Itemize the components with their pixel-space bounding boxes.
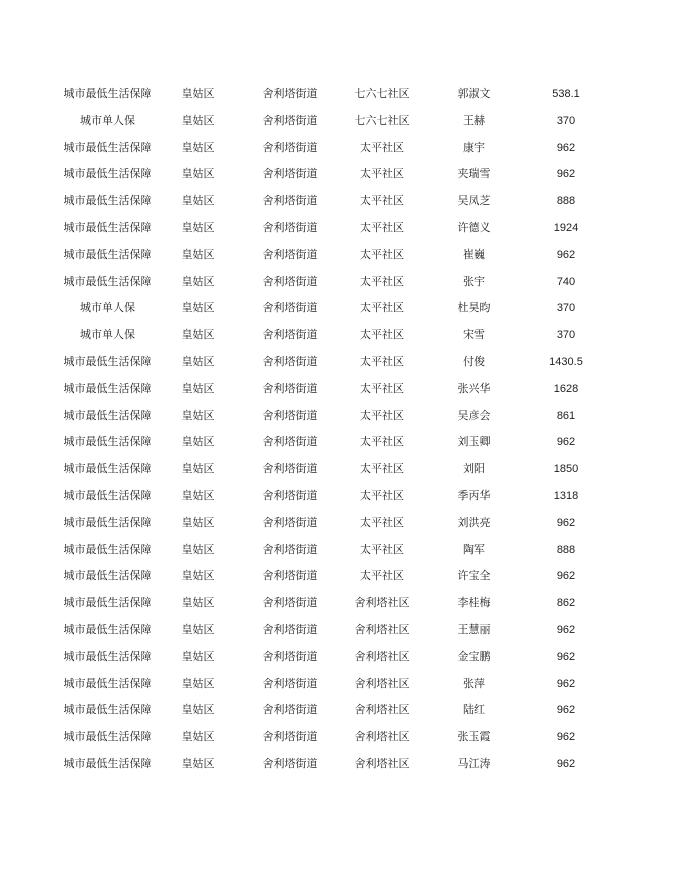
community-cell: 太平社区: [360, 542, 404, 556]
amount-cell: 962: [556, 731, 576, 744]
subdistrict-cell: 舍利塔街道: [262, 247, 318, 261]
recipient-name-cell: 崔巍: [463, 247, 485, 261]
assistance-type-cell: 城市最低生活保障: [63, 596, 152, 610]
subdistrict-cell: 舍利塔街道: [262, 462, 318, 476]
amount-cell: 1628: [553, 382, 579, 395]
table-row: [50, 164, 630, 191]
table-row: [50, 700, 630, 727]
recipient-name-cell: 金宝鹏: [457, 649, 491, 663]
subdistrict-cell: 舍利塔街道: [262, 381, 318, 395]
table-row: [50, 138, 630, 165]
subdistrict-cell: 舍利塔街道: [262, 488, 318, 502]
district-cell: 皇姑区: [181, 301, 215, 315]
amount-cell: 962: [556, 436, 576, 449]
recipient-name-cell: 杜昊昀: [457, 301, 491, 315]
amount-cell: 962: [556, 570, 576, 583]
amount-cell: 862: [556, 597, 576, 610]
table-row: [50, 647, 630, 674]
recipient-name-cell: 许宝全: [457, 569, 491, 583]
recipient-name-cell: 刘阳: [463, 462, 485, 476]
district-cell: 皇姑区: [181, 354, 215, 368]
assistance-type-cell: 城市最低生活保障: [63, 515, 152, 529]
amount-cell: 962: [556, 141, 576, 154]
district-cell: 皇姑区: [181, 194, 215, 208]
district-cell: 皇姑区: [181, 676, 215, 690]
recipient-name-cell: 刘玉卿: [457, 435, 491, 449]
assistance-type-cell: 城市最低生活保障: [63, 381, 152, 395]
amount-cell: 962: [556, 623, 576, 636]
community-cell: 七六七社区: [354, 87, 410, 100]
assistance-type-cell: 城市最低生活保障: [63, 220, 152, 234]
table-row: [50, 459, 630, 486]
subdistrict-cell: 舍利塔街道: [262, 354, 318, 368]
amount-cell: 962: [556, 248, 576, 261]
subdistrict-cell: 舍利塔街道: [262, 649, 318, 663]
assistance-type-cell: 城市最低生活保障: [63, 194, 152, 208]
table-row: [50, 111, 630, 138]
table-row: [50, 218, 630, 245]
subdistrict-cell: 舍利塔街道: [262, 730, 318, 744]
community-cell: 太平社区: [360, 194, 404, 208]
subdistrict-cell: 舍利塔街道: [262, 542, 318, 556]
district-cell: 皇姑区: [181, 649, 215, 663]
district-cell: 皇姑区: [181, 703, 215, 717]
assistance-type-cell: 城市最低生活保障: [63, 676, 152, 690]
community-cell: 太平社区: [360, 408, 404, 422]
amount-cell: 962: [556, 677, 576, 690]
recipient-name-cell: 付俊: [463, 354, 485, 368]
table-row: [50, 191, 630, 218]
table-row: [50, 352, 630, 379]
recipient-name-cell: 吴凤芝: [457, 194, 491, 208]
community-cell: 太平社区: [360, 301, 404, 315]
district-cell: 皇姑区: [181, 87, 215, 100]
amount-cell: 962: [556, 168, 576, 181]
community-cell: 太平社区: [360, 381, 404, 395]
amount-cell: 962: [556, 516, 576, 529]
amount-cell: 1924: [553, 221, 579, 234]
amount-cell: 370: [556, 302, 576, 315]
amount-cell: 1430.5: [549, 355, 583, 368]
subdistrict-cell: 舍利塔街道: [262, 301, 318, 315]
recipient-name-cell: 张萍: [463, 676, 485, 690]
recipient-name-cell: 郭淑文: [457, 87, 491, 100]
assistance-type-cell: 城市最低生活保障: [63, 542, 152, 556]
district-cell: 皇姑区: [181, 622, 215, 636]
district-cell: 皇姑区: [181, 596, 215, 610]
assistance-type-cell: 城市最低生活保障: [63, 756, 152, 770]
subdistrict-cell: 舍利塔街道: [262, 435, 318, 449]
assistance-type-cell: 城市最低生活保障: [63, 462, 152, 476]
district-cell: 皇姑区: [181, 569, 215, 583]
district-cell: 皇姑区: [181, 140, 215, 154]
subdistrict-cell: 舍利塔街道: [262, 140, 318, 154]
recipient-name-cell: 许德义: [457, 220, 491, 234]
district-cell: 皇姑区: [181, 730, 215, 744]
community-cell: 七六七社区: [354, 113, 410, 127]
district-cell: 皇姑区: [181, 247, 215, 261]
community-cell: 太平社区: [360, 569, 404, 583]
amount-cell: 962: [556, 704, 576, 717]
district-cell: 皇姑区: [181, 435, 215, 449]
community-cell: 舍利塔社区: [354, 730, 410, 744]
amount-cell: 861: [556, 409, 576, 422]
assistance-type-cell: 城市最低生活保障: [63, 569, 152, 583]
table-row: [50, 406, 630, 433]
community-cell: 太平社区: [360, 435, 404, 449]
district-cell: 皇姑区: [181, 408, 215, 422]
district-cell: 皇姑区: [181, 274, 215, 288]
assistance-type-cell: 城市最低生活保障: [63, 649, 152, 663]
table-row: [50, 566, 630, 593]
district-cell: 皇姑区: [181, 756, 215, 770]
community-cell: 舍利塔社区: [354, 622, 410, 636]
subdistrict-cell: 舍利塔街道: [262, 756, 318, 770]
amount-cell: 888: [556, 195, 576, 208]
recipient-name-cell: 陶军: [463, 542, 485, 556]
amount-cell: 370: [556, 329, 576, 342]
subdistrict-cell: 舍利塔街道: [262, 676, 318, 690]
assistance-type-cell: 城市最低生活保障: [63, 703, 152, 717]
community-cell: 太平社区: [360, 354, 404, 368]
community-cell: 太平社区: [360, 488, 404, 502]
assistance-type-cell: 城市最低生活保障: [63, 730, 152, 744]
subdistrict-cell: 舍利塔街道: [262, 220, 318, 234]
amount-cell: 962: [556, 757, 576, 770]
assistance-type-cell: 城市最低生活保障: [63, 274, 152, 288]
subdistrict-cell: 舍利塔街道: [262, 328, 318, 342]
table-row: [50, 540, 630, 567]
district-cell: 皇姑区: [181, 515, 215, 529]
subdistrict-cell: 舍利塔街道: [262, 703, 318, 717]
community-cell: 舍利塔社区: [354, 703, 410, 717]
table-row: [50, 674, 630, 701]
assistance-type-cell: 城市最低生活保障: [63, 488, 152, 502]
recipient-name-cell: 李桂梅: [457, 596, 491, 610]
assistance-type-cell: 城市最低生活保障: [63, 354, 152, 368]
district-cell: 皇姑区: [181, 220, 215, 234]
recipient-name-cell: 张玉霞: [457, 730, 491, 744]
table-row: [50, 245, 630, 272]
subdistrict-cell: 舍利塔街道: [262, 167, 318, 181]
district-cell: 皇姑区: [181, 488, 215, 502]
subdistrict-cell: 舍利塔街道: [262, 515, 318, 529]
assistance-type-cell: 城市单人保: [80, 328, 135, 342]
recipient-name-cell: 宋雪: [463, 328, 485, 342]
subdistrict-cell: 舍利塔街道: [262, 408, 318, 422]
amount-cell: 888: [556, 543, 576, 556]
subdistrict-cell: 舍利塔街道: [262, 274, 318, 288]
recipient-name-cell: 刘洪亮: [457, 515, 491, 529]
amount-cell: 740: [556, 275, 576, 288]
subdistrict-cell: 舍利塔街道: [262, 87, 318, 100]
district-cell: 皇姑区: [181, 462, 215, 476]
table-row: [50, 432, 630, 459]
community-cell: 舍利塔社区: [354, 596, 410, 610]
district-cell: 皇姑区: [181, 113, 215, 127]
table-row: [50, 379, 630, 406]
table-row: [50, 486, 630, 513]
district-cell: 皇姑区: [181, 328, 215, 342]
table-row: [50, 272, 630, 299]
community-cell: 太平社区: [360, 515, 404, 529]
recipient-name-cell: 王慧丽: [457, 622, 491, 636]
community-cell: 太平社区: [360, 328, 404, 342]
recipient-name-cell: 吴彦会: [457, 408, 491, 422]
community-cell: 舍利塔社区: [354, 649, 410, 663]
community-cell: 太平社区: [360, 220, 404, 234]
amount-cell: 538.1: [552, 88, 580, 100]
subdistrict-cell: 舍利塔街道: [262, 622, 318, 636]
assistance-type-cell: 城市最低生活保障: [63, 87, 152, 100]
table-row: [50, 513, 630, 540]
recipient-name-cell: 张兴华: [457, 381, 491, 395]
table-row: [50, 754, 630, 781]
assistance-type-cell: 城市最低生活保障: [63, 167, 152, 181]
subdistrict-cell: 舍利塔街道: [262, 569, 318, 583]
assistance-type-cell: 城市最低生活保障: [63, 140, 152, 154]
assistance-type-cell: 城市最低生活保障: [63, 247, 152, 261]
assistance-type-cell: 城市最低生活保障: [63, 408, 152, 422]
recipient-name-cell: 王赫: [463, 113, 485, 127]
table-row: [50, 620, 630, 647]
subdistrict-cell: 舍利塔街道: [262, 194, 318, 208]
recipient-name-cell: 夹瑞雪: [457, 167, 491, 181]
community-cell: 太平社区: [360, 462, 404, 476]
table-row: [50, 593, 630, 620]
recipient-name-cell: 张宇: [463, 274, 485, 288]
amount-cell: 1318: [553, 489, 579, 502]
table-row: [50, 727, 630, 754]
subdistrict-cell: 舍利塔街道: [262, 113, 318, 127]
community-cell: 舍利塔社区: [354, 676, 410, 690]
community-cell: 太平社区: [360, 247, 404, 261]
district-cell: 皇姑区: [181, 542, 215, 556]
community-cell: 舍利塔社区: [354, 756, 410, 770]
recipient-name-cell: 季丙华: [457, 488, 491, 502]
assistance-type-cell: 城市最低生活保障: [63, 435, 152, 449]
assistance-type-cell: 城市最低生活保障: [63, 622, 152, 636]
table-row: [50, 298, 630, 325]
assistance-type-cell: 城市单人保: [80, 301, 135, 315]
community-cell: 太平社区: [360, 274, 404, 288]
amount-cell: 962: [556, 650, 576, 663]
recipient-name-cell: 陆红: [463, 703, 485, 717]
assistance-type-cell: 城市单人保: [80, 113, 135, 127]
community-cell: 太平社区: [360, 167, 404, 181]
community-cell: 太平社区: [360, 140, 404, 154]
table-row: [50, 84, 630, 111]
district-cell: 皇姑区: [181, 167, 215, 181]
recipient-name-cell: 马江涛: [457, 756, 491, 770]
amount-cell: 1850: [553, 463, 579, 476]
district-cell: 皇姑区: [181, 381, 215, 395]
subdistrict-cell: 舍利塔街道: [262, 596, 318, 610]
table-row: [50, 325, 630, 352]
amount-cell: 370: [556, 114, 576, 127]
recipient-name-cell: 康宇: [463, 140, 485, 154]
assistance-table: [50, 84, 630, 781]
